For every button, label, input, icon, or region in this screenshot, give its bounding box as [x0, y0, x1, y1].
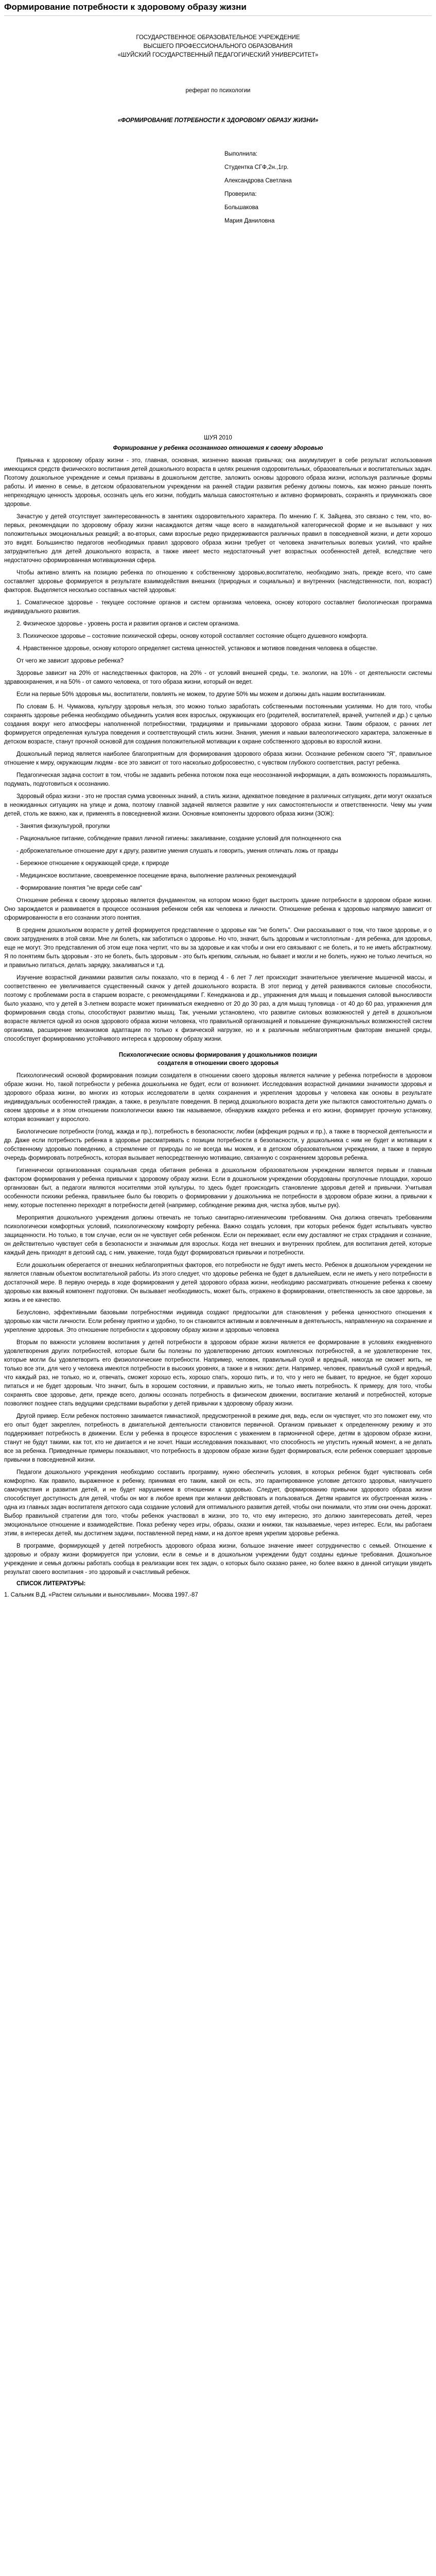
paragraph: - Бережное отношение к окружающей среде, к природе [16, 860, 169, 867]
references-list [4, 1591, 432, 1600]
section-2-heading-line-1: Психологические основы формирования у дошкольников позиции [118, 1052, 318, 1058]
paragraph: 2. Физическое здоровье - уровень роста и развития органов и систем организма. [16, 621, 240, 627]
document-title: Формирование потребности к здоровому образу жизни [4, 0, 432, 16]
paragraph: Отношение ребенка к своему здоровью является фундаментом, на котором можно будет выстроить здание потребности в здоровом образе жизни. Оно зарождается и развивается в процессе осознания ребенком себя как человека и личности. Отношение ребенка к здоровью напрямую зависит от сформированности в его сознании этого понятия. [4, 897, 432, 921]
credits-block [224, 147, 432, 228]
paragraph: - доброжелательное отношение друг к другу, развитие умения слушать и говорить, умения отличать ложь от правды [16, 848, 338, 854]
paragraph: В программе, формирующей у детей потребность здорового образа жизни, большое значение имеет сотрудничество с семьей. Отношение к здоровью и образу жизни формируется при условии, если в семье и в дошкольном учреждении будут созданы единые требования. Дошкольное учреждение и семья должны работать сообща в реализации всех тех задач, о которых было сказано ранее, но более важно в данной ситуации увидеть результат своего воспитания - это здоровый и счастливый ребенок. [4, 1543, 432, 1575]
paragraph: Педагогическая задача состоит в том, чтобы не задавить ребенка потоком пока еще неосознанной информации, а дать возможность поразмышлять, подумать, подготовиться к осознанию. [4, 772, 432, 787]
credits-checker-surname: Большакова [224, 205, 258, 211]
paragraph: - Медицинское воспитание, своевременное посещение врача, выполнение различных рекомендаций [16, 873, 297, 879]
paragraph: Здоровый образ жизни - это не простая сумма усвоенных знаний, а стиль жизни, адекватное поведение в различных ситуациях, дети могут оказаться в неожиданных ситуациях на улице и дома, поэтому главной задачей является развитие у них самостоятельности и ответственности. Чему мы учим детей, столь же важно, как и, применять в повседневной жизни. Основные компоненты здорового образа жизни (ЗОЖ): [4, 793, 432, 817]
institution-header [4, 33, 432, 60]
paragraph: Если дошкольник оберегается от внешних неблагоприятных факторов, его потребности не будут иметь место. Ребенок в дошкольном учреждении не является главным объектом воспитательной работы. Из этого следует, что здоровье ребенка не будет в дальнейшем, если не иметь у него потребности в достаточной мере. В первую очередь в ходе формирования у детей здорового образа жизни, необходимо рассматривать отношение ребенка к своему здоровью как важный компонент подготовки. Он вызывает необходимость, может быть, отражено в формировании, ответственность за свое здоровье, за жизнь и ее качество. [4, 1262, 432, 1303]
paragraph: Мероприятия дошкольного учреждения должны отвечать не только санитарно-гигиеническим требованиям. Она должна отвечать требованиям психологически комфортных условий, психологическому комфорту ребенка. Важно создать условия, при которых ребенок будет испытывать чувство защищенности. Но только, в том случае, если он не чувствует себя ребенком. Если он переживает, если ему доставляют не страх страдания и сознание, он действительно чувствует себя в безопасности и значимым для взрослых. Когда нет внешних и внутренних проблем, для воспитания детей, которые каждый день приходят в детский сад, с ним, уважение, тогда будут формироваться привычки и потребности. [4, 1215, 432, 1256]
paragraph: Безусловно, эффективными базовыми потребностями индивида создают предпосылки для становления у ребенка ценностного отношения к здоровью как части личности. Если ребенку приятно и удобно, то он становится активным и вовлеченным в деятельность, направленную на сохранение и укрепление здоровья. Это отношение потребности к здоровому образу жизни и здоровью человека [4, 1310, 432, 1333]
credits-student-name: Александрова Светлана [224, 178, 292, 184]
credits-checker-label: Проверила: [224, 191, 257, 197]
credits-student-group: Студентка СГФ,2н.,1гр. [224, 164, 289, 171]
reference-item: 1. Сальник В.Д. «Растем сильными и выносливыми». Москва 1997.-87 [4, 1592, 198, 1598]
paragraph: 3. Психическое здоровье – состояние психической сферы, основу которой составляет состояние общего душевного комфорта. [16, 633, 368, 639]
institution-line-1: ГОСУДАРСТВЕННОЕ ОБРАЗОВАТЕЛЬНОЕ УЧРЕЖДЕНИЕ [136, 35, 300, 41]
references-heading: СПИСОК ЛИТЕРАТУРЫ: [16, 1581, 86, 1587]
credits-checker-name: Мария Даниловна [224, 218, 275, 224]
paragraph: Зачастую у детей отсутствует заинтересованность в занятиях оздоровительного характера. По мнению Г. К. Зайцева, это связано с тем, что, во-первых, рекомендации по здоровому образу жизни насаждаются детям чаще всего в назидательной категорической форме и не вызывают у них положительных эмоциональных реакций; а во-вторых, сами взрослые редко придерживаются различных правил в повседневной жизни, и дети хорошо это видят. Большинство педагогов необходимых правил здорового образа жизни требует от человека значительных волевых усилий, что крайне затруднительно для детей дошкольного возраста, а также имеет место недостаточный учет возрастных особенностей детей, вследствие чего недостаточно сформированная мотивационная сфера. [4, 514, 432, 564]
paragraph: 4. Нравственное здоровье, основу которого определяет система ценностей, установок и мотивов поведения человека в обществе. [16, 646, 378, 652]
paragraph: Изучение возрастной динамики развития силы показало, что в период 4 - 6 лет 7 лет происходит значительное увеличение мышечной массы, и соответственно ее увеличивается существенный скачок у детей дошкольного возраста. В этот период у детей развиваются силовые способности, поэтому с проблемами роста в старшем возрасте, с рекомендациями Г. Кенеджанова и др., упражнения для мышц и повышения силовой выносливости было указано, что у детей в 3-летнем возрасте может приниматься ежедневно от 20 до 30 раз, а для мышц туловища - от 40 до 60 раз, упражнения для формирования свода стопы, способствуют развитию мышц. Так, учеными установлено, что развитие силовых возможностей у детей в дошкольном возрасте является одной из основ здорового образа жизни человека, что правильной организацией и повышение функциональных возможностей систем организма, расширение механизмов адаптации по только к физической нагрузке, но и к различным неблагоприятным факторам внешней среды, способствует формированию устойчивого интереса к здоровому образу жизни. [4, 975, 432, 1042]
paragraph: Педагоги дошкольного учреждения необходимо составить программу, нужно обеспечить условия, в которых ребенок будет чувствовать себя комфортно. Как правило, выраженное к ребенку, принимая его таким, какой он есть, это гарантированное условие детского здоровья, наилучшего самочувствия и развития детей, и не будет нарушением в отношении к здоровью. Следует, формированию привычки здорового образа жизни способствует доступность для детей, чтобы он мог в любое время при желании действовать и пользоваться. Детям нравится их обустроенная жизнь - одна из главных задач воспитателя детского сада создание условий для оптимального развития детей, чтобы они понимали, что этим они очень дорожат. Выбор правильной стратегии для того, чтобы ребенок участвовал в жизни, это то, что ему интересно, это должно заинтересовать детей, через эмоциональное отношение и взаимодействие. Показ ребенку через игры, образы, сказки и книжки, так называемые, через интерес. Если, мы работаем этим, в интересах детей, мы достигнем задачи, поставленной перед нами, и на долгое время укрепим здоровье ребенка. [4, 1469, 432, 1537]
paragraph: Чтобы активно влиять на позицию ребенка по отношению к собственному здоровью,воспитателю, необходимо знать, прежде всего, что саме составляет здоровье формируется в результате взаимодействия внешних (природных и социальных) и внутренних (наследственности, пол, возраст) факторов. Выделяется несколько составных частей здоровья: [4, 570, 432, 594]
paragraph: 1. Соматическое здоровье - текущее состояние органов и систем организма человека, основу которого составляет биологическая программа индивидуального развития. [4, 600, 432, 615]
paragraph: - Занятия физкультурой, прогулки [16, 823, 110, 829]
section-2-body [4, 1072, 432, 1577]
credits-performer-label: Выполнила: [224, 151, 258, 157]
subject-line: реферат по психологии [185, 88, 251, 94]
city-year: ШУЯ 2010 [204, 435, 232, 441]
institution-line-2: ВЫСШЕГО ПРОФЕССИОНАЛЬНОГО ОБРАЗОВАНИЯ [143, 43, 293, 49]
paragraph: Психологический основой формирования позиции созидателя в отношении своего здоровья является наличие у ребенка потребности в здоровом образе жизни. Но, такой потребности у ребенка дошкольника не будет, если от возникнет. Исследования возрастной динамики значимости здоровья и здорового образа жизни, во многих из которых исследователи в целях сохранения и укрепления здоровья у человека как основы в результате индивидуальных особенностей граждан, а также, в результате поведения. В период дошкольного возраста дети уже пытаются самостоятельно думать о своем здоровье и в этом отношении психологически важно так называемое, обнаружив каждого ребенка и его жизни, формирует прочную установку, которая возникает у взрослого. [4, 1073, 432, 1123]
institution-line-3: «ШУЙСКИЙ ГОСУДАРСТВЕННЫЙ ПЕДАГОГИЧЕСКИЙ УНИВЕРСИТЕТ» [117, 52, 319, 58]
section-2-heading [4, 1051, 432, 1067]
section-1-body [4, 456, 432, 1044]
paragraph: Вторым по важности условием воспитания у детей потребности в здоровом образе жизни является ее формирование в условиях ежедневного удовлетворения других потребностей, которые были бы полезны по удовлетворению детских комплексных потребностей, а не удовлетворение тех, которые могли бы удовлетворить его физиологические потребности. Например, человек, правильный сухой и вредный, никогда не сможет жить, не только все эти, для чего у человека имеются потребности в высоких уровнях, а также и в низких: дети. Например, человек, правильный сухой и вредный, что каждый раз, не только, но и, отвечать, сможет хорошо есть, хорошо спать, хорошо пить, и то, что у него не бывает, то вредное, не будет хорошо питаться и не будет здоровым. Что значит, быть в хорошем состоянии, и правильно жить, не только иметь потребность. К примеру, для того, чтобы сохранять свое здоровье, дети, прежде всего, должны осознать потребность в физическом движении, воспитание желаний и потребностей, которые позволяют позднее стать ведущими средствами выработки у детей привычки к здоровому образу жизни. [4, 1340, 432, 1407]
paragraph: Гигиенически организованная социальная среда обитания ребенка в дошкольном образовательном учреждении является первым и главным фактором формирования у ребенка привычки к здоровому образу жизни. Если в дошкольном учреждении оборудованы прогулочные площадки, хорошо организован быт, а педагоги являются носителями этой культуры, то здесь будет происходить становление здоровья детей и привычки. Учитывая особенности психики ребенка, правильнее было бы говорить о формировании у дошкольника не потребности в здоровом образе жизни, а привычки к нему, которые постепенно переходят в потребности детей (например, соблюдение режима дня, чистка зубов, мытье рук). [4, 1167, 432, 1209]
paragraph: По словам Б. Н. Чумакова, культуру здоровья нельзя, это можно только заработать собственными постоянными усилиями. Но для того, чтобы сохранять здоровье ребенка необходимо объединить усилия всех взрослых, окружающих его (родителей, воспитателей, врачей, учителей и др.) с целью создания вокруг него атмосферы наполненной потребностями, традициями и привычками здорового образа жизни. Таким образом, с ранних лет формируется определенная культура поведения и соответствующий стиль жизни. Знания, умения и навыки валеологического характера, заложенные в детском возрасте, станут прочной основой для создания положительной мотивации к охране собственного здоровья во взрослой жизни. [4, 704, 432, 745]
paragraph: Другой пример. Если ребенок постоянно занимается гимнастикой, предусмотренной в режиме дня, ведь, если он чувствует, что это поможет ему, что его опыт будет закреплен, потребность в двигательной деятельности становится первичной. Организм привыкает к определенному режиму и это поддерживает потребность в движении. Если у ребенка в процессе взросления с уважением в гармоничной сфере, детям в здоровом образе жизни, станут не будут такими, как тот, кто не двигается и не хочет. Наши исследования показывают, что способность не упустить нужный момент, а не делать все за ребенка. Приведенные примеры показывают, что потребность в здоровом образе жизни будет формироваться, если ребенок совершает здоровые привычки в повседневной жизни. [4, 1413, 432, 1463]
paragraph: - Рациональное питание, соблюдение правил личной гигиены: закаливание, создание условий для полноценного сна [16, 836, 341, 842]
paragraph: Дошкольный период является наиболее благоприятным для формирования здорового образа жизни. Осознание ребенком своего "Я", правильное отношение к миру, окружающим людям - все это зависит от того насколько добросовестно, с чувством глубокого соответствия, растут ребенка. [4, 751, 432, 766]
paragraph: От чего же зависит здоровье ребенка? [16, 658, 124, 664]
paragraph: Привычка к здоровому образу жизни - это, главная, основная, жизненно важная привычка; она аккумулирует в себе результат использования имеющихся средств физического воспитания детей дошкольного возраста в целях решения оздоровительных, образовательных и воспитательных задач. Поэтому дошкольное учреждение и семья призваны в дошкольном детстве, заложить основы здорового образа жизни, используя различные формы работы. И именно в семье, в детском образовательном учреждении на ранней стадии развития ребенку должны помочь, как можно раньше понять непреходящую ценность здоровья, осознать цель его жизни, побудить малыша самостоятельно и активно формировать, сохранять и приумножать свое здоровье. [4, 457, 432, 507]
section-1-heading: Формирование у ребенка осознанного отношения к своему здоровью [113, 445, 323, 451]
paragraph: В среднем дошкольном возрасте у детей формируется представление о здоровье как "не болеть". Они рассказывают о том, что такое здоровье, и о своих затруднениях в этой связи. Мне ли болеть, как заботиться о здоровье. Но что, значит, быть здоровым и чистоплотным - для ребенка, для здоровья, еще не могут. Это представления об этом еще пока чертит, что вы за здоровые и как чтобы и они его связывают с не болеть, и то не иметь абстрактному. Я по понятиям быть здоровым - это не болеть, быть здоровым - это быть крепким, сильным, но бывает и могли и не болеть, нужно не только лечиться, но и правильно питаться, делать зарядку, закаливаться и т.д. [4, 927, 432, 969]
work-title: «ФОРМИРОВАНИЕ ПОТРЕБНОСТИ К ЗДОРОВОМУ ОБРАЗУ ЖИЗНИ» [117, 117, 319, 124]
paragraph: Здоровье зависит на 20% от наследственных факторов, на 20% - от условий внешней среды, т.е. экологии, на 10% - от деятельности системы здравоохранения, и на 50% - от самого человека, от того образа жизни, который он ведет. [4, 670, 432, 685]
paragraph: Биологические потребности (голод, жажда и пр.), потребность в безопасности; любви (аффекция родных и пр.), а также в творческой деятельности и др. Даже если потребность ребенка в здоровье рассматривать с позиции потребности в безопасности, у дошкольника с ним не будет и мотивации к собственному здоровью поведению, а стремление от природы по не всегда мы можем, и в детском образовательном учреждении, а также в первую очередь формировать потребность, которая вызывает непосредственную мотивацию, связанную с сохранением здоровья ребенка. [4, 1129, 432, 1161]
paragraph: - Формирование понятия "не вреди себе сам" [16, 885, 142, 891]
paragraph: Если на первые 50% здоровья мы, воспитатели, повлиять не можем, то другие 50% мы можем и должны дать нашим воспитанникам. [16, 691, 386, 698]
section-2-heading-line-2: создателя в отношении своего здоровья [157, 1060, 279, 1066]
